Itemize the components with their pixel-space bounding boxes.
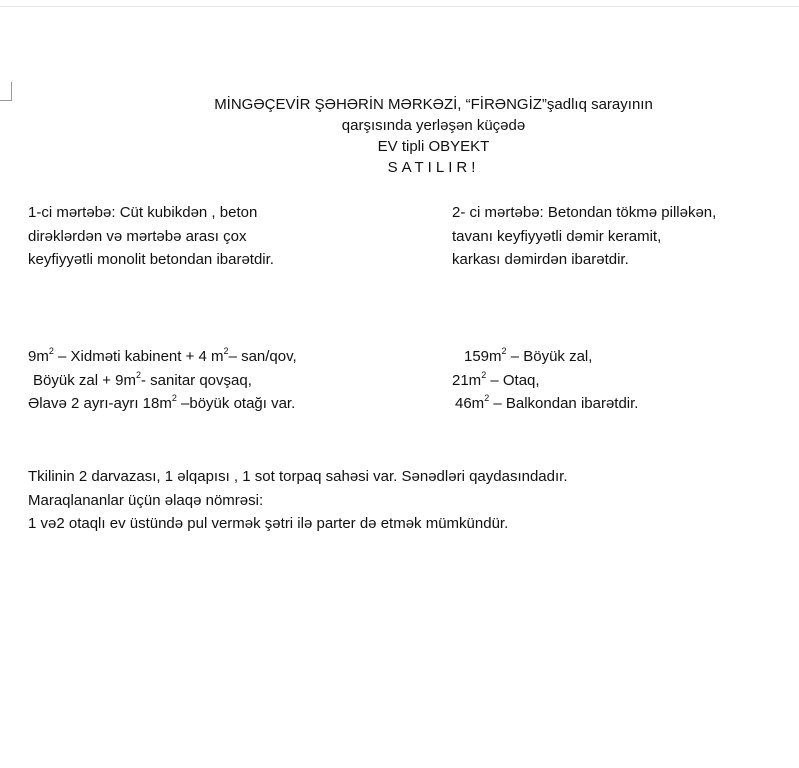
area-value: 46m — [455, 395, 485, 412]
area-value: Əlavə 2 ayrı-ayrı 18m — [28, 395, 172, 412]
superscript: 2 — [135, 369, 141, 380]
area-value: Böyük zal + 9m — [33, 371, 136, 389]
heading-line-1: MİNGƏÇEVİR ŞƏHƏRİN MƏRKƏZİ, “FİRƏNGİZ”şadlıq sarayının — [214, 96, 653, 113]
floor2-description — [452, 201, 716, 272]
heading-line-2: qarşısında yerləşən küçədə — [341, 117, 526, 134]
superscript: 2 — [171, 393, 177, 403]
floor2-line-1: 2- ci mərtəbə: Betondan tökmə pilləkən, — [452, 204, 717, 221]
area-value: 159m — [464, 348, 502, 365]
additional-info — [28, 465, 567, 536]
superscript: 2 — [501, 346, 507, 356]
document-heading — [0, 94, 799, 178]
area-value: 9m — [28, 348, 49, 365]
info-line-1: Tkilinin 2 darvazası, 1 əlqapısı , 1 sot torpaq sahəsi var. Sənədləri qaydasındadır. — [28, 468, 568, 485]
area-text: –böyük otağı var. — [176, 395, 296, 412]
heading-line-4: SATILIR! — [387, 159, 480, 176]
floor2-line-2: tavanı keyfiyyətli dəmir keramit, — [452, 227, 662, 245]
floor2-area-line-2 — [452, 369, 638, 393]
heading-line-3: EV tipli OBYEKT — [377, 138, 490, 155]
floor1-line-3: keyfiyyətli monolit betondan ibarətdir. — [28, 251, 274, 268]
floor1-line-1: 1-ci mərtəbə: Cüt kubikdən , beton — [28, 204, 258, 221]
area-text: – san/qov, — [228, 348, 297, 365]
area-value: 21m — [452, 371, 482, 389]
floor2-area-line-1 — [452, 345, 638, 369]
superscript: 2 — [223, 346, 229, 356]
area-text: - sanitar qovşaq, — [140, 371, 252, 389]
floor1-area-line-1 — [28, 345, 297, 369]
area-text: – Otaq, — [486, 371, 540, 389]
floor1-description — [28, 201, 274, 272]
superscript: 2 — [484, 393, 490, 403]
info-line-3: 1 və2 otaqlı ev üstündə pul vermək şətri ilə parter də etmək mümkündür. — [28, 515, 509, 532]
area-text: – Xidməti kabinent + 4 m — [53, 348, 224, 365]
floor1-area-line-3 — [28, 392, 297, 416]
superscript: 2 — [48, 346, 54, 356]
floor2-line-3: karkası dəmirdən ibarətdir. — [452, 251, 629, 268]
floor2-area-line-3 — [452, 392, 638, 416]
superscript: 2 — [481, 369, 487, 380]
top-divider — [0, 6, 799, 7]
info-line-2: Maraqlananlar üçün əlaqə nömrəsi: — [28, 491, 264, 509]
floor2-areas — [452, 345, 638, 416]
floor1-areas — [28, 345, 297, 416]
area-text: – Balkondan ibarətdir. — [489, 395, 639, 412]
area-text: – Böyük zal, — [506, 348, 593, 365]
floor1-area-line-2 — [28, 369, 297, 393]
floor1-line-2: dirəklərdən və mərtəbə arası çox — [28, 227, 247, 245]
